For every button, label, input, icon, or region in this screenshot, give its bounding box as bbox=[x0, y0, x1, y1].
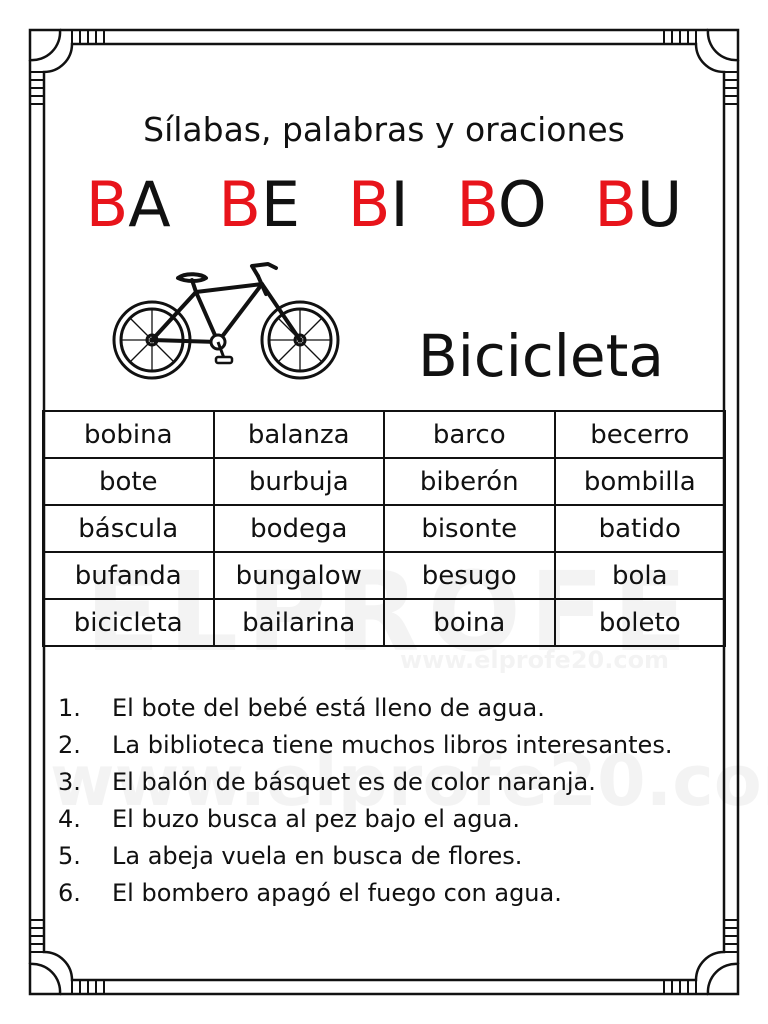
word-cell: bombilla bbox=[555, 458, 726, 505]
word-cell: bufanda bbox=[43, 552, 214, 599]
syllable-vowel: U bbox=[636, 168, 683, 241]
sentence-text: La abeja vuela en busca de flores. bbox=[112, 842, 523, 870]
word-cell: batido bbox=[555, 505, 726, 552]
sentence-text: La biblioteca tiene muchos libros interesantes. bbox=[112, 731, 673, 759]
table-row bbox=[43, 411, 725, 458]
sentence-number: 6. bbox=[58, 879, 81, 907]
sentence-number: 1. bbox=[58, 694, 81, 722]
word-cell: bola bbox=[555, 552, 726, 599]
table-row bbox=[43, 552, 725, 599]
word-cell: bisonte bbox=[384, 505, 555, 552]
word-cell: boina bbox=[384, 599, 555, 646]
sentence-number: 4. bbox=[58, 805, 81, 833]
syllable-bo bbox=[456, 168, 546, 241]
sentence-number: 3. bbox=[58, 768, 81, 796]
syllable-consonant: B bbox=[347, 168, 391, 241]
bicycle-icon bbox=[110, 258, 345, 388]
featured-word: Bicicleta bbox=[418, 322, 664, 390]
page-subtitle: Sílabas, palabras y oraciones bbox=[143, 110, 625, 149]
words-table bbox=[42, 410, 726, 647]
sentence-text: El bote del bebé está lleno de agua. bbox=[112, 694, 545, 722]
word-cell: bailarina bbox=[214, 599, 385, 646]
sentence-item bbox=[58, 727, 672, 764]
syllable-vowel: A bbox=[128, 168, 171, 241]
word-cell: barco bbox=[384, 411, 555, 458]
table-row bbox=[43, 458, 725, 505]
word-cell: balanza bbox=[214, 411, 385, 458]
syllable-consonant: B bbox=[85, 168, 129, 241]
word-cell: báscula bbox=[43, 505, 214, 552]
sentence-number: 2. bbox=[58, 731, 81, 759]
word-cell: burbuja bbox=[214, 458, 385, 505]
word-cell: bobina bbox=[43, 411, 214, 458]
sentence-item bbox=[58, 801, 672, 838]
word-cell: becerro bbox=[555, 411, 726, 458]
syllable-consonant: B bbox=[594, 168, 637, 241]
table-row bbox=[43, 505, 725, 552]
sentence-list bbox=[58, 690, 672, 912]
word-cell: bicicleta bbox=[43, 599, 214, 646]
syllable-consonant: B bbox=[456, 168, 498, 241]
sentence-item bbox=[58, 690, 672, 727]
sentence-text: El balón de básquet es de color naranja. bbox=[112, 768, 596, 796]
syllable-ba bbox=[86, 168, 171, 241]
sentence-text: El buzo busca al pez bajo el agua. bbox=[112, 805, 520, 833]
sentence-number: 5. bbox=[58, 842, 81, 870]
syllable-bi bbox=[348, 168, 409, 241]
table-row bbox=[43, 599, 725, 646]
sentence-item bbox=[58, 764, 672, 801]
sentence-item bbox=[58, 838, 672, 875]
syllable-vowel: I bbox=[390, 168, 409, 241]
word-cell: bungalow bbox=[214, 552, 385, 599]
word-cell: boleto bbox=[555, 599, 726, 646]
word-cell: besugo bbox=[384, 552, 555, 599]
syllable-bu bbox=[594, 168, 682, 241]
syllable-be bbox=[218, 168, 300, 241]
word-cell: bodega bbox=[214, 505, 385, 552]
sentence-text: El bombero apagó el fuego con agua. bbox=[112, 879, 562, 907]
word-cell: bote bbox=[43, 458, 214, 505]
syllable-vowel: E bbox=[260, 168, 301, 241]
sentence-item bbox=[58, 875, 672, 912]
syllable-row bbox=[0, 168, 768, 241]
syllable-consonant: B bbox=[218, 168, 261, 241]
watermark-url-small bbox=[400, 646, 669, 674]
syllable-vowel: O bbox=[497, 168, 547, 241]
word-cell: biberón bbox=[384, 458, 555, 505]
